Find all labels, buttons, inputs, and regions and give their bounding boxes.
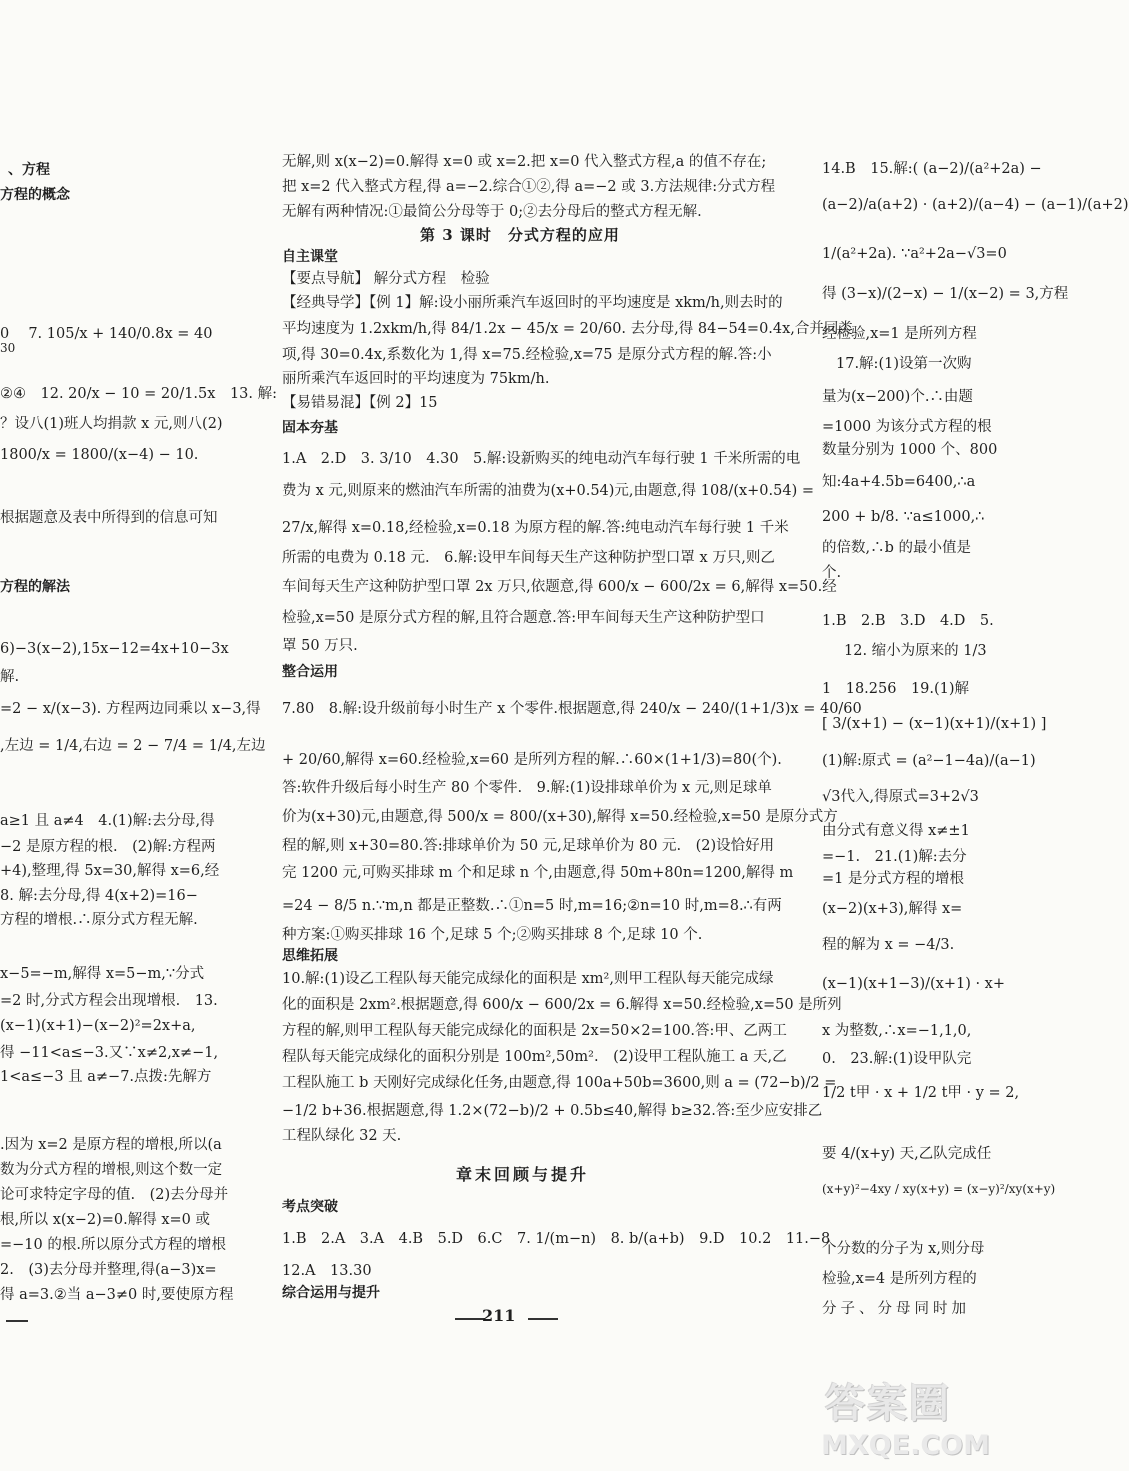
text-line: 所需的电费为 0.18 元. 6.解:设甲车间每天生产这种防护型口罩 x 万只,则乙: [282, 550, 775, 566]
text-line: (x−1)(x+1−3)/(x+1) · x+: [822, 976, 1006, 992]
text-line: +4),整理,得 5x=30,解得 x=6,经: [0, 863, 220, 879]
text-line: + 20/60,解得 x=60.经检验,x=60 是所列方程的解.∴60×(1+1/3)=80(个).: [282, 752, 782, 768]
text-line: 1/(a²+2a). ∵a²+2a−√3=0: [822, 246, 1007, 262]
text-line: (a−2)/a(a+2) · (a+2)/(a−4) − (a−1)/(a+2): [822, 197, 1129, 213]
text-line: =2 − x/(x−3). 方程两边同乘以 x−3,得: [0, 701, 261, 717]
text-line: 数量分别为 1000 个、800: [822, 442, 998, 458]
text-line: 解.: [0, 669, 20, 685]
text-line: 无解,则 x(x−2)=0.解得 x=0 或 x=2.把 x=0 代入整式方程,a 的值不存在;: [282, 154, 767, 170]
text-line: 得 −11<a≤−3.又∵x≠2,x≠−1,: [0, 1045, 219, 1061]
text-line: 程队每天能完成绿化的面积分别是 100m²,50m². (2)设甲工程队施工 a 天,乙: [282, 1049, 787, 1065]
text-line: 方程的增根.∴原分式方程无解.: [0, 912, 198, 928]
text-line: =24 − 8/5 n.∵m,n 都是正整数.∴①n=5 时,m=16;②n=10 时,m=8.∴有两: [282, 898, 782, 914]
right-column: [822, 0, 1129, 1340]
text-line: 无解有两种情况:①最简公分母等于 0;②去分母后的整式方程无解.: [282, 204, 702, 220]
lesson-title: 第 3 课时 分式方程的应用: [420, 226, 620, 244]
text-line: 化的面积是 2xm².根据题意,得 600/x − 600/2x = 6.解得 x=50.经检验,x=50 是所列: [282, 997, 842, 1013]
watermark-url: MXQE.COM: [821, 1430, 990, 1461]
text-line: 费为 x 元,则原来的燃油汽车所需的油费为(x+0.54)元,由题意,得 108/(x+0.54) =: [282, 483, 815, 499]
text-line: 【经典导学】【例 1】解:设小丽所乘汽车返回时的平均速度是 xkm/h,则去时的: [282, 295, 783, 311]
text-line: 个.: [822, 565, 842, 581]
text-line: 10.解:(1)设乙工程队每天能完成绿化的面积是 xm²,则甲工程队每天能完成绿: [282, 971, 774, 987]
text-line: 得 a=3.②当 a−3≠0 时,要使原方程: [0, 1287, 234, 1303]
text-line: =−1. 21.(1)解:去分: [822, 849, 967, 865]
text-line: .因为 x=2 是原方程的增根,所以(a: [0, 1137, 222, 1153]
watermark-logo: [815, 1368, 1000, 1471]
text-line: 把 x=2 代入整式方程,得 a=−2.综合①②,得 a=−2 或 3.方法规律:分式方程: [282, 179, 776, 195]
section-heading: 思维拓展: [282, 948, 338, 964]
text-line: x 为整数,∴x=−1,1,0,: [822, 1023, 972, 1039]
text-line: 方程的解,则甲工程队每天能完成绿化的面积是 2x=50×2=100.答:甲、乙两工: [282, 1023, 787, 1039]
text-line: 【要点导航】 解分式方程 检验: [282, 271, 490, 287]
text-line: −1/2 b+36.根据题意,得 1.2×(72−b)/2 + 0.5b≤40,解得 b≥32.答:至少应安排乙: [282, 1103, 823, 1119]
text-line: 8. 解:去分母,得 4(x+2)=16−: [0, 888, 198, 904]
section-heading: 考点突破: [282, 1199, 338, 1215]
text-line: 1<a≤−3 且 a≠−7.点拨:先解方: [0, 1069, 212, 1085]
page-number-rule-left: [455, 1318, 485, 1320]
text-line: 完 1200 元,可购买排球 m 个和足球 n 个,由题意,得 50m+80n=1200,解得 m: [282, 865, 794, 881]
text-line: 1 18.256 19.(1)解: [822, 681, 970, 697]
text-line: x−5=−m,解得 x=5−m,∵分式: [0, 966, 205, 982]
text-line: a≥1 且 a≠4 4.(1)解:去分母,得: [0, 813, 215, 829]
text-line: 【易错易混】【例 2】15: [282, 395, 438, 411]
text-line: 0 7. 105/x + 140/0.8x = 40: [0, 326, 213, 342]
text-line: ②④ 12. 20/x − 10 = 20/1.5x 13. 解:: [0, 386, 277, 402]
left-column-lower: [0, 0, 252, 1471]
text-line: 0. 23.解:(1)设甲队完: [822, 1051, 972, 1067]
text-line: (x+y)²−4xy / xy(x+y) = (x−y)²/xy(x+y): [822, 1182, 1056, 1196]
text-line: 工程队施工 b 天刚好完成绿化任务,由题意,得 100a+50b=3600,则 a = (72−b)/2 =: [282, 1075, 837, 1091]
text-line: 答:软件升级后每小时生产 80 个零件. 9.解:(1)设排球单价为 x 元,则足球单: [282, 780, 772, 796]
text-line: 价为(x+30)元,由题意,得 500/x = 800/(x+30),解得 x=50.经检验,x=50 是原分式方: [282, 809, 838, 825]
text-line: 得 (3−x)/(2−x) − 1/(x−2) = 3,方程: [822, 286, 1069, 302]
text-line: 7.80 8.解:设升级前每小时生产 x 个零件.根据题意,得 240/x − 240/(1+1/3)x = 40/60: [282, 701, 862, 717]
text-line: 车间每天生产这种防护型口罩 2x 万只,依题意,得 600/x − 600/2x = 6,解得 x=50.经: [282, 579, 837, 595]
text-line: ？设八(1)班人均捐款 x 元,则八(2): [0, 416, 223, 432]
text-line: 30: [0, 341, 16, 355]
page-number-rule-right: [528, 1318, 558, 1320]
text-line: 平均速度为 1.2xkm/h,得 84/1.2x − 45/x = 20/60. 去分母,得 84−54=0.4x,合并同类: [282, 321, 853, 337]
section-heading: 固本夯基: [282, 420, 338, 436]
text-line: ,左边 = 1/4,右边 = 2 − 7/4 = 1/4,左边: [0, 738, 266, 754]
text-line: (1)解:原式 = (a²−1−4a)/(a−1): [822, 753, 1036, 769]
text-line: 量为(x−200)个.∴由题: [822, 389, 973, 405]
text-line: 论可求特定字母的值. (2)去分母并: [0, 1187, 229, 1203]
text-line: =1000 为该分式方程的根: [822, 419, 992, 435]
text-line: 27/x,解得 x=0.18,经检验,x=0.18 为原方程的解.答:纯电动汽车每行驶 1 千米: [282, 520, 789, 536]
section-heading: 方程的解法: [0, 579, 70, 595]
text-line: 程的解,则 x+30=80.答:排球单价为 50 元,足球单价为 80 元. (2)设恰好用: [282, 838, 775, 854]
chapter-title: 章末回顾与提升: [456, 1165, 590, 1184]
text-line: 12. 缩小为原来的 1/3: [844, 643, 987, 659]
text-line: (x−2)(x+3),解得 x=: [822, 901, 963, 917]
text-line: =−10 的根.所以原分式方程的增根: [0, 1237, 226, 1253]
text-line: 罩 50 万只.: [282, 638, 358, 654]
text-line: 的倍数,∴b 的最小值是: [822, 540, 971, 556]
section-heading: 整合运用: [282, 664, 338, 680]
text-line: 2. (3)去分母并整理,得(a−3)x=: [0, 1262, 217, 1278]
text-line: [ 3/(x+1) − (x−1)(x+1)/(x+1) ]: [822, 716, 1047, 732]
text-line: 6)−3(x−2),15x−12=4x+10−3x: [0, 641, 229, 657]
text-line: 要 4/(x+y) 天,乙队完成任: [822, 1146, 992, 1162]
text-line: −2 是原方程的根. (2)解:方程两: [0, 839, 216, 855]
section-heading: 方程的概念: [0, 187, 70, 203]
text-line: 1.A 2.D 3. 3/10 4.30 5.解:设新购买的纯电动汽车每行驶 1 千米所需的电: [282, 451, 801, 467]
text-line: 数为分式方程的增根,则这个数一定: [0, 1162, 223, 1178]
text-line: 1/2 t甲 · x + 1/2 t甲 · y = 2,: [822, 1085, 1020, 1101]
text-line: 经检验,x=1 是所列方程: [822, 326, 977, 342]
text-line: √3代入,得原式=3+2√3: [822, 789, 979, 805]
text-line: 根据题意及表中所得到的信息可知: [0, 510, 218, 526]
text-line: (x−1)(x+1)−(x−2)²=2x+a,: [0, 1018, 196, 1034]
text-line: 个分数的分子为 x,则分母: [822, 1241, 985, 1257]
text-line: =2 时,分式方程会出现增根. 13.: [0, 993, 218, 1009]
text-line: 工程队绿化 32 天.: [282, 1128, 402, 1144]
text-line: 分子、分母同时加: [822, 1301, 970, 1317]
middle-column: [270, 0, 862, 1340]
text-line: 17.解:(1)设第一次购: [836, 356, 972, 372]
text-line: 1800/x = 1800/(x−4) − 10.: [0, 447, 199, 463]
text-line: 丽所乘汽车返回时的平均速度为 75km/h.: [282, 371, 550, 387]
text-line: 检验,x=4 是所列方程的: [822, 1271, 977, 1287]
text-line: 检验,x=50 是原分式方程的解,且符合题意.答:甲车间每天生产这种防护型口: [282, 610, 765, 626]
text-line: 200 + b/8. ∵a≤1000,∴: [822, 509, 985, 525]
watermark-text: 答案圈: [825, 1381, 951, 1427]
text-line: 由分式有意义得 x≠±1: [822, 823, 970, 839]
text-line: 1.B 2.A 3.A 4.B 5.D 6.C 7. 1/(m−n) 8. b/(a+b) 9.D 10.2 11.−8: [282, 1231, 831, 1247]
text-line: 1.B 2.B 3.D 4.D 5.: [822, 613, 994, 629]
section-heading: 、方程: [8, 162, 50, 178]
text-line: 14.B 15.解:( (a−2)/(a²+2a) −: [822, 161, 1042, 177]
text-line: 项,得 30=0.4x,系数化为 1,得 x=75.经检验,x=75 是原分式方程的解.答:小: [282, 347, 772, 363]
page-number: 211: [482, 1306, 516, 1325]
text-line: 根,所以 x(x−2)=0.解得 x=0 或: [0, 1212, 211, 1228]
footer-rule: [6, 1320, 28, 1322]
text-line: 种方案:①购买排球 16 个,足球 5 个;②购买排球 8 个,足球 10 个.: [282, 927, 703, 943]
text-line: =1 是分式方程的增根: [822, 871, 964, 887]
text-line: 程的解为 x = −4/3.: [822, 937, 955, 953]
section-heading: 综合运用与提升: [282, 1285, 380, 1301]
text-line: 12.A 13.30: [282, 1263, 372, 1279]
section-heading: 自主课堂: [282, 249, 338, 265]
text-line: 知:4a+4.5b=6400,∴a: [822, 474, 976, 490]
